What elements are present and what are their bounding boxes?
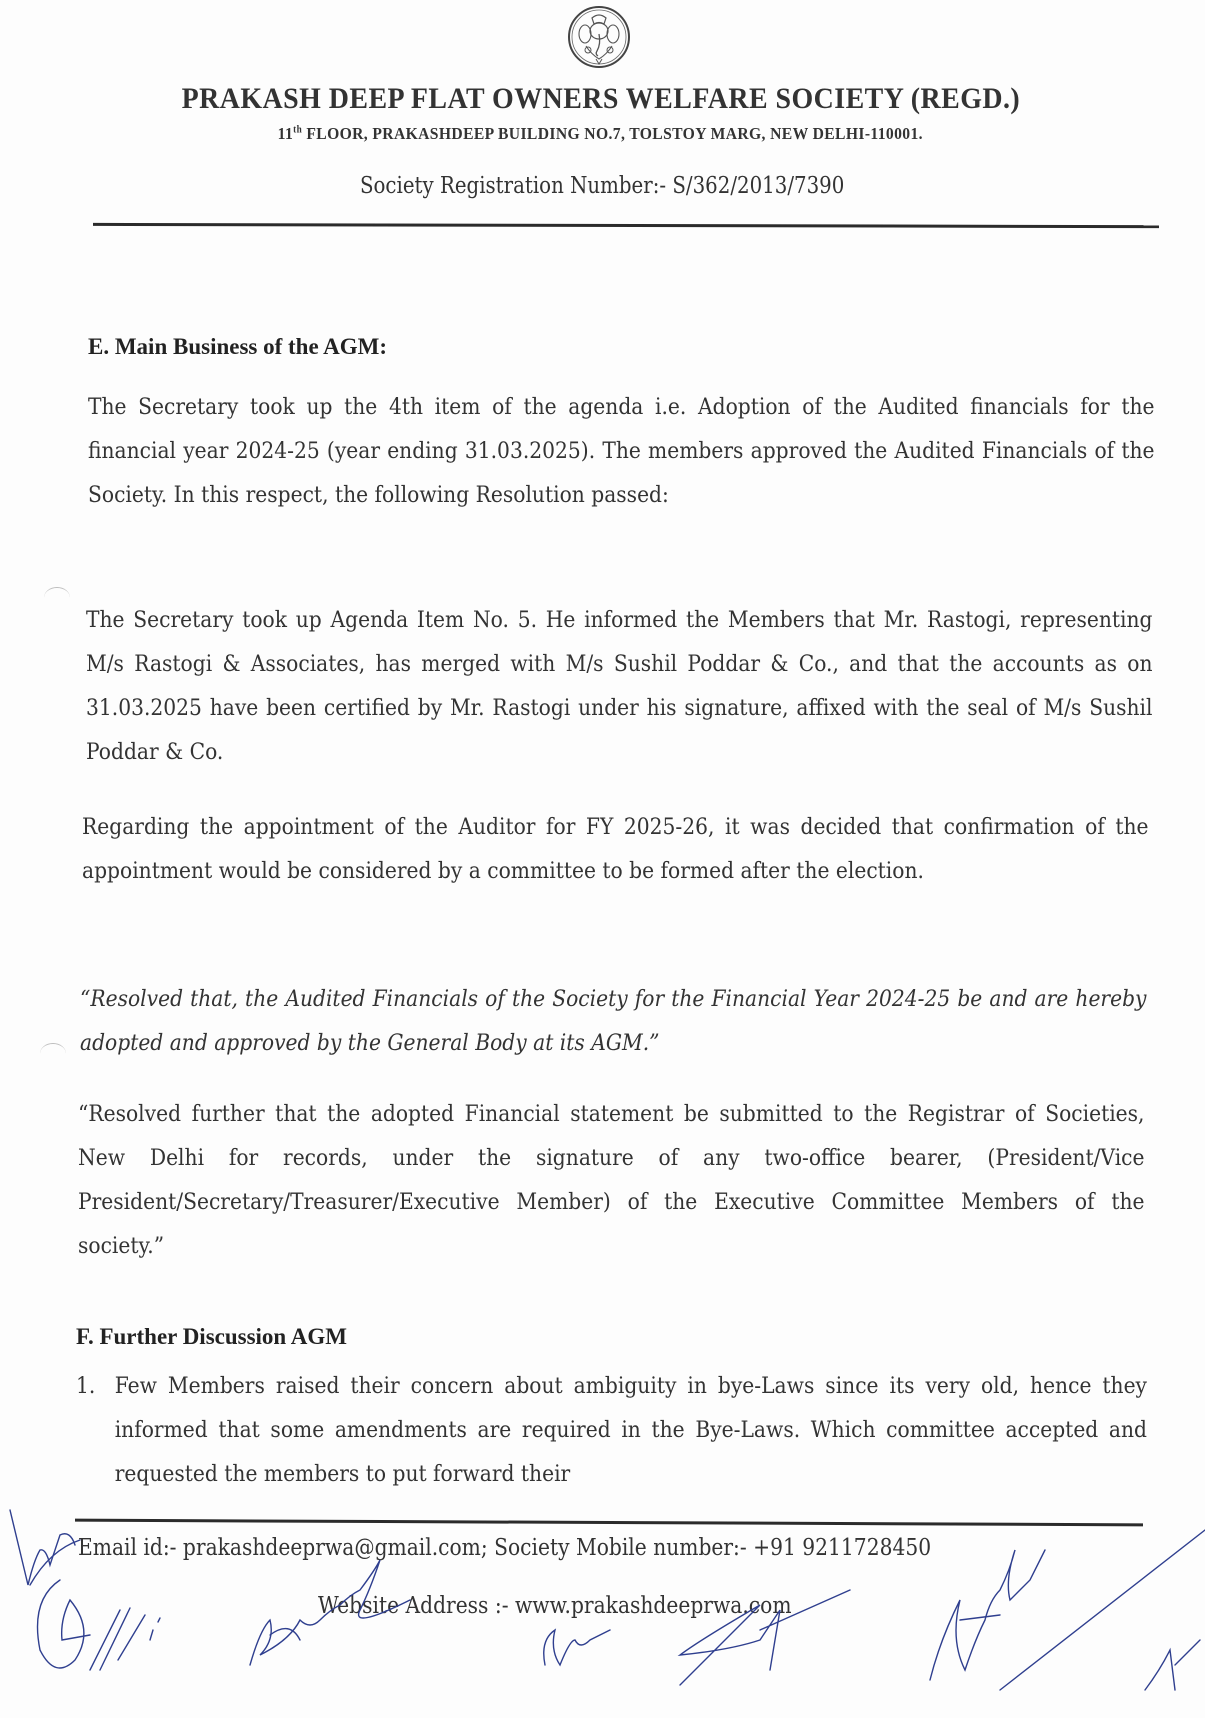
list-item-number: 1. [76, 1373, 96, 1399]
signature-mark [930, 1550, 1045, 1680]
organization-name: PRAKASH DEEP FLAT OWNERS WELFARE SOCIETY (REGD.) [181, 82, 1021, 115]
signature-mark [38, 1580, 91, 1668]
margin-mark [44, 587, 70, 608]
list-item [76, 1364, 1147, 1496]
address-floor-suffix: th [293, 124, 303, 136]
signature-mark [1000, 1530, 1205, 1690]
signature-mark [30, 1540, 80, 1585]
signature-mark [270, 1629, 300, 1640]
resolution-submission: “Resolved further that the adopted Financial statement be submitted to the Registrar of Societies, New Delhi for records, under the signature of any two-office bearer, (President/Vice President/Secretary/Treasurer/Executive Member) of the Executive Committee Members of the society.” [78, 1101, 1145, 1259]
footer-contact: Email id:- prakashdeeprwa@gmail.com; Society Mobile number:- +91 9211728450 [78, 1535, 932, 1561]
header-divider [93, 223, 1159, 228]
signature-mark [90, 1608, 145, 1670]
section-f-heading: F. Further Discussion AGM [76, 1324, 347, 1349]
paragraph-agenda-item-4: The Secretary took up the 4th item of the agenda i.e. Adoption of the Audited financials for the financial year 2024-25 (year ending 31.03.2025). The members approved the Audited Financials of the Society. In this respect, the following Resolution passed: [88, 394, 1155, 508]
margin-mark [40, 1043, 66, 1064]
paragraph-auditor-appointment: Regarding the appointment of the Auditor for FY 2025-26, it was decided that confirmation of the appointment would be considered by a committee to be formed after the election. [82, 814, 1149, 884]
paragraph-agenda-item-5: The Secretary took up Agenda Item No. 5. He informed the Members that Mr. Rastogi, representing M/s Rastogi & Associates, has merged with M/s Sushil Poddar & Co., and that the accounts as on 31.03.2025 have been certified by Mr. Rastogi under his signature, affixed with the seal of M/s Sushil Poddar & Co. [86, 607, 1153, 765]
address-rest: FLOOR, PRAKASHDEEP BUILDING NO.7, TOLSTOY MARG, NEW DELHI-110001. [302, 124, 923, 143]
section-e-heading: E. Main Business of the AGM: [88, 334, 388, 359]
signature-mark [1145, 1640, 1200, 1690]
signature-mark [150, 1618, 160, 1640]
signature-mark [544, 1630, 610, 1665]
organization-address [46, 124, 1155, 144]
registration-number: Society Registration Number:- S/362/2013/7390 [359, 173, 845, 199]
signature-mark [10, 1510, 75, 1585]
footer-divider [75, 1519, 1143, 1527]
list-item-text: Few Members raised their concern about ambiguity in bye-Laws since its very old, hence they informed that some amendments are required in the Bye-Laws. Which committee accepted and requested the members to put forward their [114, 1373, 1148, 1487]
signature-mark [960, 1615, 1000, 1620]
address-floor: 11 [277, 124, 294, 143]
footer-website: Website Address :- www.prakashdeeprwa.com [318, 1593, 792, 1619]
resolution-adoption: “Resolved that, the Audited Financials of the Society for the Financial Year 2024-25 be and are hereby adopted and approved by the General Body at its AGM.” [80, 986, 1147, 1056]
ganesha-emblem-icon [566, 4, 632, 70]
